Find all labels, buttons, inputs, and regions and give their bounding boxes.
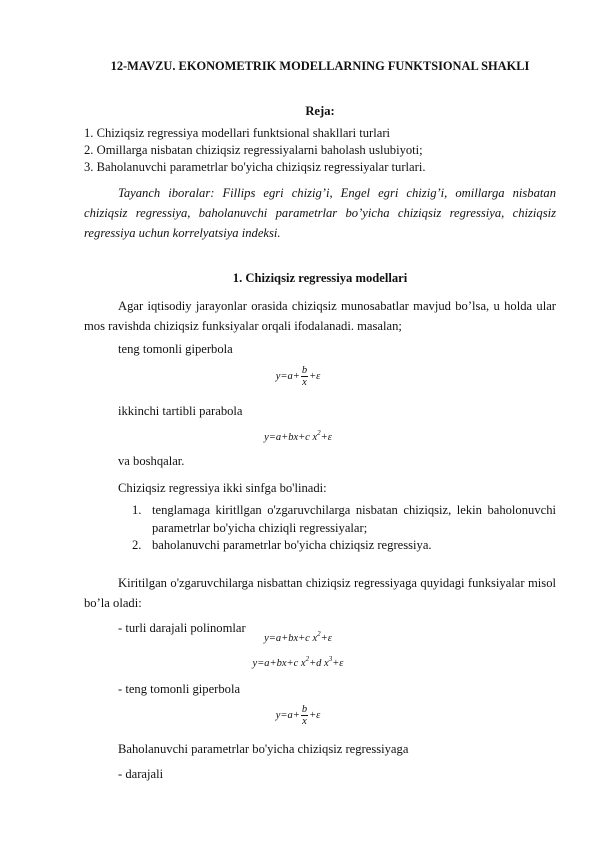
plan-list [84, 125, 556, 175]
formula-hyperbola-2: y=a+ $\frac{b}{x}$ +ε [275, 704, 321, 727]
hyperbola-label: teng tomonli giperbola [118, 342, 233, 356]
keywords-paragraph: Tayanch iboralar: Fillips egri chizig’i, Engel egri chizig’i, omillarga nisbatan chiziqsiz regressiya, baholanuvchi parametrlar bo’yicha chiziqsiz regressiya, chiziqsiz regressiya uchun korrelyatsiya indeksi. [84, 186, 556, 240]
split-intro: Chiziqsiz regressiya ikki sinfga bo'linadi: [118, 481, 327, 495]
hyperbola-label-2: - teng tomonli giperbola [118, 682, 241, 696]
power-label: - darajali [118, 767, 164, 781]
formula-parabola: y=a+bx+c $x^2+\varepsilon$ [264, 429, 332, 443]
formula-polynomial-3: y=a+bx+c $x^2+d$ $x^3+\varepsilon$ [252, 655, 344, 669]
parabola-label: ikkinchi tartibli parabola [118, 404, 243, 418]
others-text: va boshqalar. [118, 454, 185, 468]
page-title: 12-MAVZU. EKONOMETRIK MODELLARNING FUNKTSIONAL SHAKLI [110, 59, 530, 73]
formula-hyperbola: y=a+ $\frac{b}{x}$ +ε [275, 365, 321, 388]
plan-heading: Reja: [305, 104, 335, 118]
list-item: 2. baholanuvchi parametrlar bo'yicha chiziqsiz regressiya. [132, 538, 432, 552]
formula-polynomial-2: y=a+bx+c $x^2+\varepsilon$ [264, 630, 332, 644]
list-item: 1. tenglamaga kiritllgan o'zgaruvchilarga nisbatan chiziqsiz, lekin baholonuvchi parametrlar bo'yicha chiziqli regressiyalar; [132, 503, 556, 535]
classes-list [132, 502, 556, 555]
examples-paragraph: Kiritilgan o'zgaruvchilarga nisbattan chiziqsiz regressiyaga quyidagi funksiyalar misol bo’la oladi: [84, 576, 556, 610]
intro-paragraph: Agar iqtisodiy jarayonlar orasida chiziqsiz munosabatlar mavjud bo’lsa, u holda ular mos ravishda chiziqsiz funksiyalar orqali ifodalanadi. masalan; [84, 299, 556, 333]
plan-item: 3. Baholanuvchi parametrlar bo'yicha chiziqsiz regressiyalar turlari. [84, 159, 426, 174]
params-label: Baholanuvchi parametrlar bo'yicha chiziqsiz regressiyaga [118, 742, 409, 756]
polynomials-label: - turli darajali polinomlar [118, 621, 246, 635]
plan-item: 1. Chiziqsiz regressiya modellari funktsional shakllari turlari [84, 126, 391, 140]
section-title: 1. Chiziqsiz regressiya modellari [232, 271, 408, 285]
plan-item: 2. Omillarga nisbatan chiziqsiz regressiyalarni baholash uslubiyoti; [84, 142, 423, 157]
